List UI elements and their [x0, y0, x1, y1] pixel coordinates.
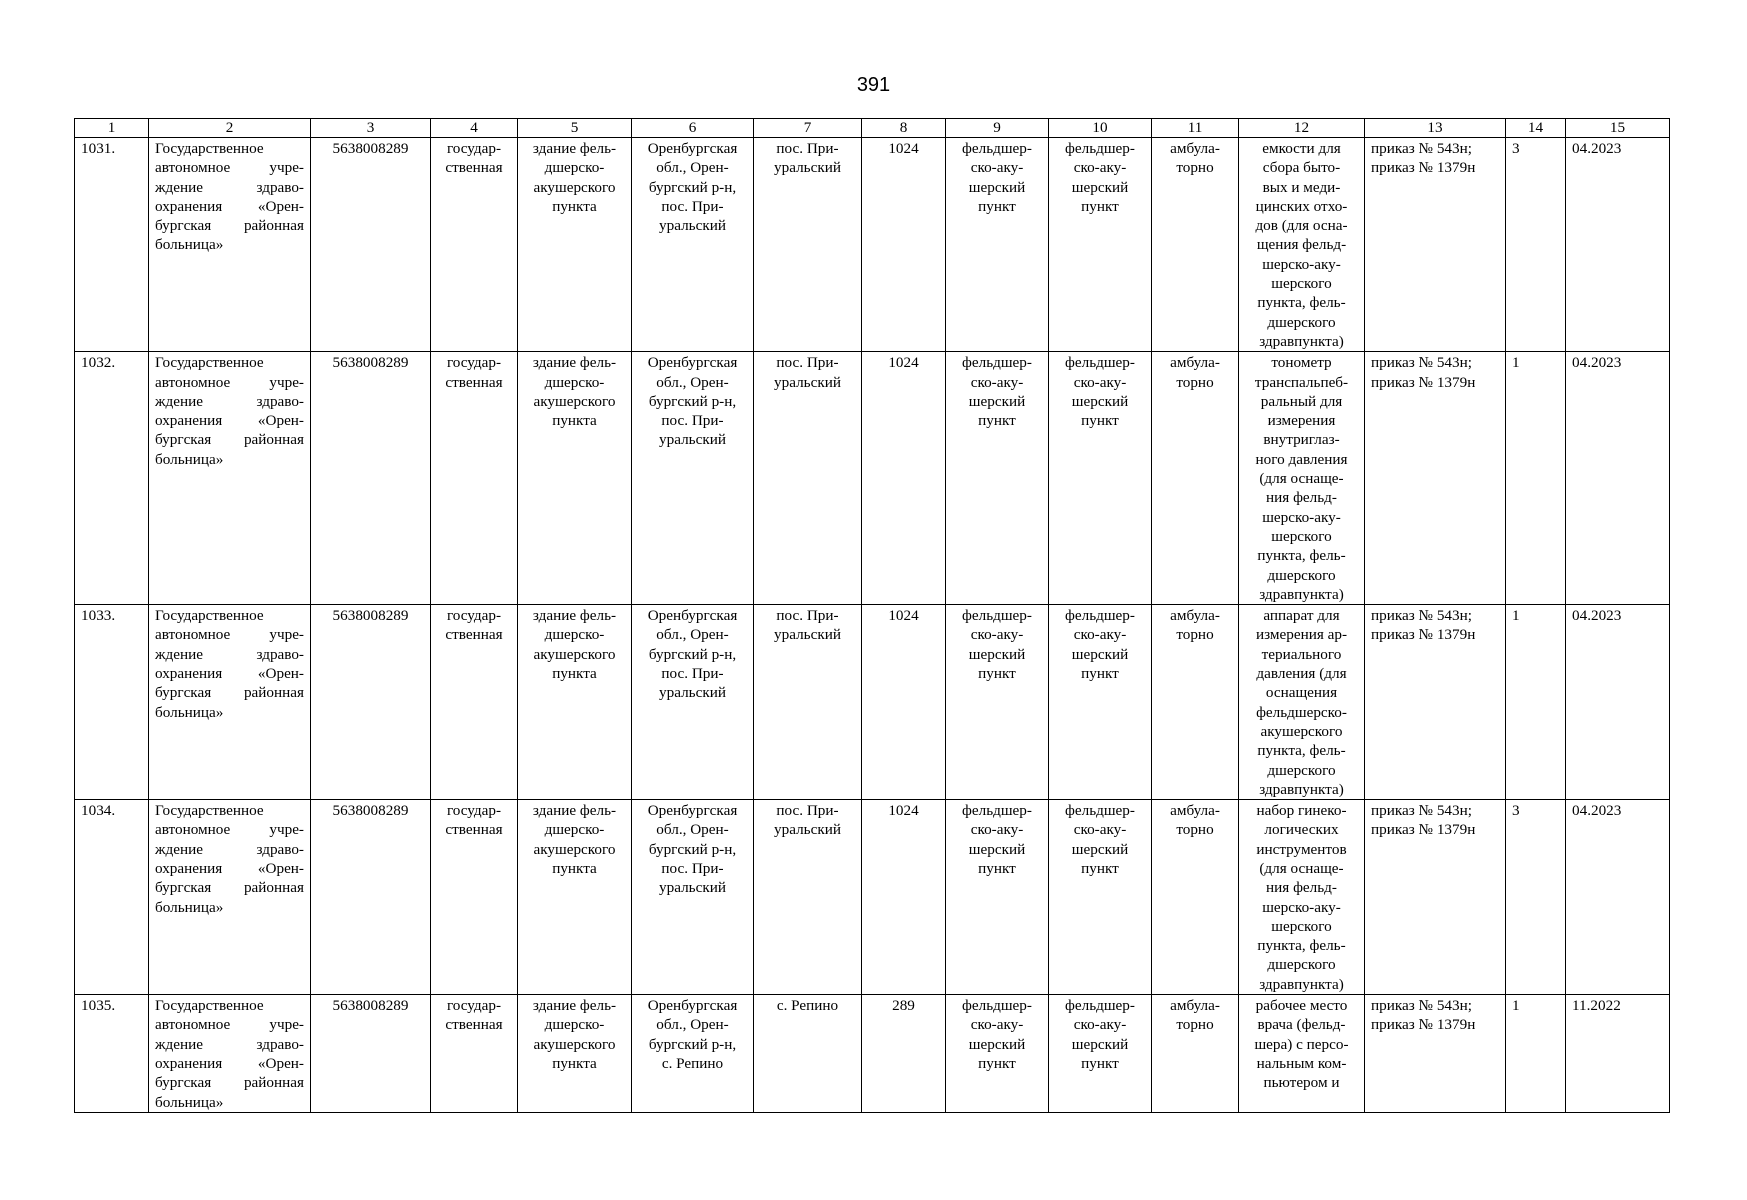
ownership: государ- ственная — [431, 995, 518, 1113]
header-row — [75, 119, 1670, 138]
inn: 5638008289 — [311, 800, 431, 995]
row-number: 1035. — [75, 995, 149, 1113]
page-number: 391 — [856, 74, 891, 96]
organization-name: Государственное автономное учре-ждение здраво-охранения «Орен-бургская районная больница» — [149, 138, 311, 352]
order-reference: приказ № 543н; приказ № 1379н — [1365, 352, 1506, 605]
building: здание фель- дшерско- акушерского пункта — [518, 995, 632, 1113]
address: Оренбургская обл., Орен- бургский р-н, пос. При- уральский — [632, 138, 754, 352]
table-row — [75, 800, 1670, 995]
column-header: 15 — [1566, 119, 1670, 138]
address: Оренбургская обл., Орен- бургский р-н, пос. При- уральский — [632, 800, 754, 995]
care-condition: амбула- торно — [1152, 138, 1239, 352]
unit-type: фельдшер- ско-аку- шерский пункт — [1049, 605, 1152, 800]
population: 1024 — [862, 605, 946, 800]
organization-name: Государственное автономное учре-ждение здраво-охранения «Орен-бургская районная больница» — [149, 605, 311, 800]
order-reference: приказ № 543н; приказ № 1379н — [1365, 800, 1506, 995]
settlement: пос. При- уральский — [754, 138, 862, 352]
facility-type: фельдшер- ско-аку- шерский пункт — [946, 605, 1049, 800]
equipment: емкости для сбора быто- вых и меди- цинских отхо- дов (для осна- щения фельд- шерско-аку- шерского пункта, фель- дшерского здравпункта) — [1239, 138, 1365, 352]
population: 1024 — [862, 352, 946, 605]
row-number: 1033. — [75, 605, 149, 800]
settlement: пос. При- уральский — [754, 800, 862, 995]
column-header: 7 — [754, 119, 862, 138]
settlement: пос. При- уральский — [754, 605, 862, 800]
equipment: набор гинеко- логических инструментов (для оснаще- ния фельд- шерско-аку- шерского пункта, фель- дшерского здравпункта) — [1239, 800, 1365, 995]
facility-type: фельдшер- ско-аку- шерский пункт — [946, 352, 1049, 605]
facility-type: фельдшер- ско-аку- шерский пункт — [946, 138, 1049, 352]
order-reference: приказ № 543н; приказ № 1379н — [1365, 605, 1506, 800]
address: Оренбургская обл., Орен- бургский р-н, пос. При- уральский — [632, 605, 754, 800]
quantity: 1 — [1506, 605, 1566, 800]
unit-type: фельдшер- ско-аку- шерский пункт — [1049, 138, 1152, 352]
ownership: государ- ственная — [431, 800, 518, 995]
inn: 5638008289 — [311, 605, 431, 800]
column-header: 13 — [1365, 119, 1506, 138]
date: 04.2023 — [1566, 138, 1670, 352]
inn: 5638008289 — [311, 138, 431, 352]
table-row — [75, 352, 1670, 605]
row-number: 1034. — [75, 800, 149, 995]
column-header: 1 — [75, 119, 149, 138]
quantity: 3 — [1506, 800, 1566, 995]
column-header: 2 — [149, 119, 311, 138]
ownership: государ- ственная — [431, 605, 518, 800]
column-header: 14 — [1506, 119, 1566, 138]
building: здание фель- дшерско- акушерского пункта — [518, 352, 632, 605]
equipment: тонометр транспальпеб- ральный для измерения внутриглаз- ного давления (для оснаще- ния фельд- шерско-аку- шерского пункта, фель- дшерского здравпункта) — [1239, 352, 1365, 605]
organization-name: Государственное автономное учре-ждение здраво-охранения «Орен-бургская районная больница» — [149, 800, 311, 995]
equipment: аппарат для измерения ар- териального давления (для оснащения фельдшерско- акушерского пункта, фель- дшерского здравпункта) — [1239, 605, 1365, 800]
unit-type: фельдшер- ско-аку- шерский пункт — [1049, 352, 1152, 605]
quantity: 1 — [1506, 995, 1566, 1113]
settlement: пос. При- уральский — [754, 352, 862, 605]
address: Оренбургская обл., Орен- бургский р-н, пос. При- уральский — [632, 352, 754, 605]
facility-type: фельдшер- ско-аку- шерский пункт — [946, 995, 1049, 1113]
column-header: 4 — [431, 119, 518, 138]
registry-table — [74, 118, 1670, 1113]
date: 11.2022 — [1566, 995, 1670, 1113]
organization-name: Государственное автономное учре-ждение здраво-охранения «Орен-бургская районная больница» — [149, 352, 311, 605]
population: 1024 — [862, 800, 946, 995]
date: 04.2023 — [1566, 800, 1670, 995]
building: здание фель- дшерско- акушерского пункта — [518, 800, 632, 995]
quantity: 3 — [1506, 138, 1566, 352]
unit-type: фельдшер- ско-аку- шерский пункт — [1049, 800, 1152, 995]
table-row — [75, 995, 1670, 1113]
inn: 5638008289 — [311, 352, 431, 605]
column-header: 9 — [946, 119, 1049, 138]
population: 289 — [862, 995, 946, 1113]
column-header: 6 — [632, 119, 754, 138]
date: 04.2023 — [1566, 352, 1670, 605]
table-row — [75, 605, 1670, 800]
column-header: 11 — [1152, 119, 1239, 138]
column-header: 5 — [518, 119, 632, 138]
care-condition: амбула- торно — [1152, 352, 1239, 605]
row-number: 1032. — [75, 352, 149, 605]
population: 1024 — [862, 138, 946, 352]
order-reference: приказ № 543н; приказ № 1379н — [1365, 138, 1506, 352]
equipment: рабочее место врача (фельд- шера) с персо- нальным ком- пьютером и — [1239, 995, 1365, 1113]
care-condition: амбула- торно — [1152, 800, 1239, 995]
care-condition: амбула- торно — [1152, 605, 1239, 800]
unit-type: фельдшер- ско-аку- шерский пункт — [1049, 995, 1152, 1113]
organization-name: Государственное автономное учре-ждение здраво-охранения «Орен-бургская районная больница» — [149, 995, 311, 1113]
building: здание фель- дшерско- акушерского пункта — [518, 138, 632, 352]
quantity: 1 — [1506, 352, 1566, 605]
table-row — [75, 138, 1670, 352]
facility-type: фельдшер- ско-аку- шерский пункт — [946, 800, 1049, 995]
care-condition: амбула- торно — [1152, 995, 1239, 1113]
address: Оренбургская обл., Орен- бургский р-н, с. Репино — [632, 995, 754, 1113]
inn: 5638008289 — [311, 995, 431, 1113]
settlement: с. Репино — [754, 995, 862, 1113]
column-header: 10 — [1049, 119, 1152, 138]
column-header: 3 — [311, 119, 431, 138]
ownership: государ- ственная — [431, 352, 518, 605]
building: здание фель- дшерско- акушерского пункта — [518, 605, 632, 800]
row-number: 1031. — [75, 138, 149, 352]
ownership: государ- ственная — [431, 138, 518, 352]
column-header: 8 — [862, 119, 946, 138]
date: 04.2023 — [1566, 605, 1670, 800]
order-reference: приказ № 543н; приказ № 1379н — [1365, 995, 1506, 1113]
column-header: 12 — [1239, 119, 1365, 138]
